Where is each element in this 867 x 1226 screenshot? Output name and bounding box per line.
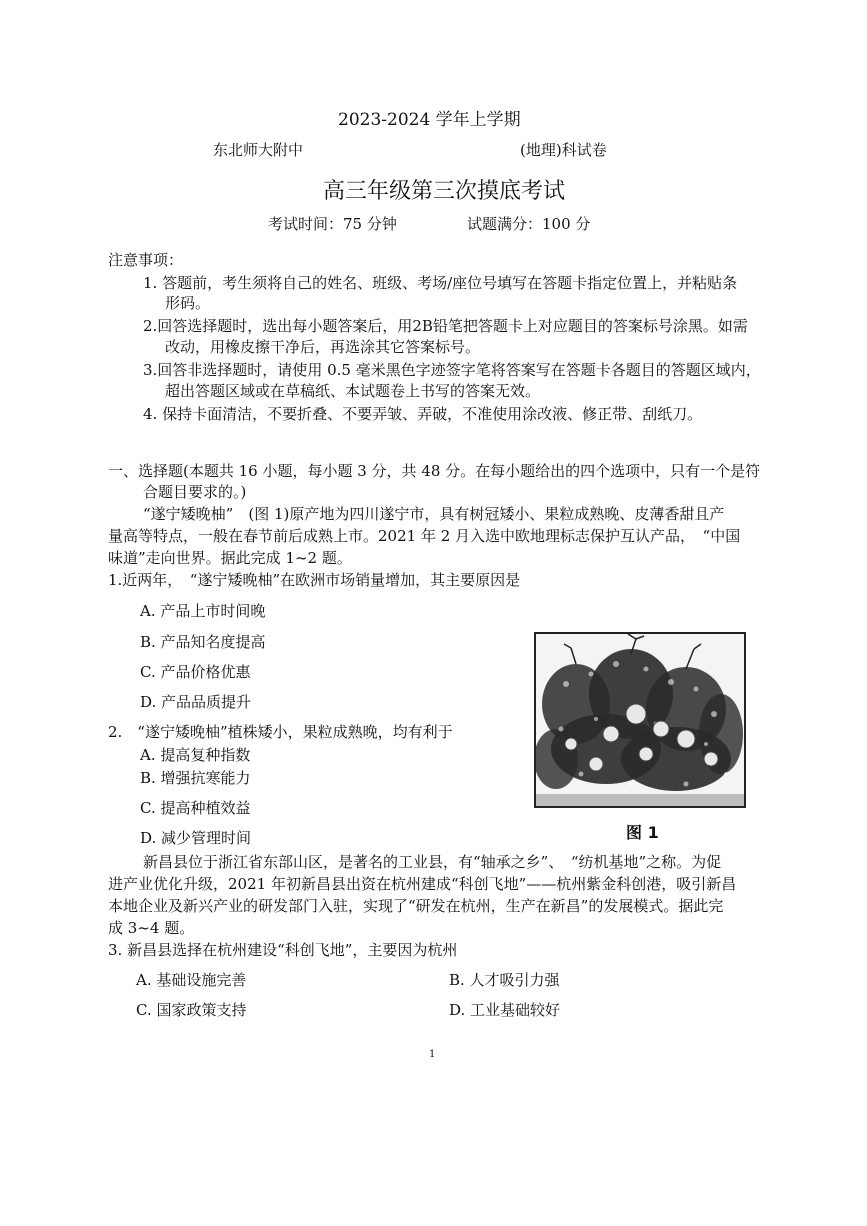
note-line: 2.回答选择题时，选出每小题答案后，用2B铅笔把答题卡上对应题目的答案标号涂黑。如需 <box>143 317 748 335</box>
pomelo-tree-figure <box>534 632 746 808</box>
passage-line: 进产业优化升级，2021 年初新昌县出资在杭州建成“科创飞地”——杭州紫金科创港，吸引新昌 <box>108 875 737 893</box>
q1-option-a: A. 产品上市时间晚 <box>140 602 266 620</box>
passage-line: “遂宁矮晚柚” (图 1)原产地为四川遂宁市，具有树冠矮小、果粒成熟晚、皮薄香甜且产 <box>143 505 725 523</box>
exam-title: 高三年级第三次摸底考试 <box>323 179 566 204</box>
section-heading: 一、选择题(本题共 16 小题，每小题 3 分，共 48 分。在每小题给出的四个选项中，只有一个是符 <box>108 462 761 480</box>
year-term: 2023-2024 学年上学期 <box>338 110 521 130</box>
note-line: 改动，用橡皮擦干净后，再选涂其它答案标号。 <box>165 338 481 356</box>
full-score: 试题满分：100 分 <box>467 215 591 233</box>
question-3-stem: 3. 新昌县选择在杭州建设“科创飞地”，主要因为杭州 <box>108 941 458 959</box>
note-line: 4. 保持卡面清洁，不要折叠、不要弄皱、弄破，不准使用涂改液、修正带、刮纸刀。 <box>143 405 703 423</box>
note-line: 1. 答题前，考生须将自己的姓名、班级、考场/座位号填写在答题卡指定位置上，并粘贴条 <box>143 274 738 292</box>
q3-option-c: C. 国家政策支持 <box>136 1001 247 1019</box>
q3-option-b: B. 人才吸引力强 <box>449 971 560 989</box>
q2-option-c: C. 提高种植效益 <box>140 799 251 817</box>
note-line: 形码。 <box>165 294 211 312</box>
section-heading-cont: 合题目要求的。) <box>143 483 247 501</box>
school-name: 东北师大附中 <box>213 141 304 159</box>
exam-time: 考试时间：75 分钟 <box>268 215 397 233</box>
page-number: 1 <box>429 1049 436 1060</box>
passage-line: 新昌县位于浙江省东部山区，是著名的工业县，有“轴承之乡”、 “纺机基地”之称。为促 <box>143 853 722 871</box>
passage-line: 味道”走向世界。据此完成 1~2 题。 <box>108 549 352 567</box>
q2-option-d: D. 减少管理时间 <box>140 829 252 847</box>
passage-line: 成 3~4 题。 <box>108 919 195 937</box>
q2-option-a: A. 提高复种指数 <box>140 746 251 764</box>
q1-option-c: C. 产品价格优惠 <box>140 663 251 681</box>
question-2-stem: 2. “遂宁矮晚柚”植株矮小，果粒成熟晚，均有利于 <box>108 723 453 741</box>
q3-option-a: A. 基础设施完善 <box>136 971 247 989</box>
subject-label: (地理)科试卷 <box>520 141 607 159</box>
q1-option-b: B. 产品知名度提高 <box>140 633 266 651</box>
pomelo-tree-illustration <box>536 634 744 806</box>
note-line: 3.回答非选择题时，请使用 0.5 毫米黑色字迹签字笔将答案写在答题卡各题目的答题区域内， <box>143 361 761 379</box>
note-line: 超出答题区域或在草稿纸、本试题卷上书写的答案无效。 <box>165 382 541 400</box>
notes-heading: 注意事项： <box>108 251 184 269</box>
passage-line: 本地企业及新兴产业的研发部门入驻，实现了“研发在杭州，生产在新昌”的发展模式。据此完 <box>108 897 724 915</box>
q3-option-d: D. 工业基础较好 <box>449 1001 561 1019</box>
figure-caption: 图 1 <box>626 823 659 842</box>
passage-line: 量高等特点，一般在春节前后成熟上市。2021 年 2 月入选中欧地理标志保护互认产品， “中国 <box>108 527 741 545</box>
question-1-stem: 1.近两年， “遂宁矮晚柚”在欧洲市场销量增加，其主要原因是 <box>108 571 521 589</box>
q2-option-b: B. 增强抗寒能力 <box>140 769 251 787</box>
q1-option-d: D. 产品品质提升 <box>140 693 252 711</box>
